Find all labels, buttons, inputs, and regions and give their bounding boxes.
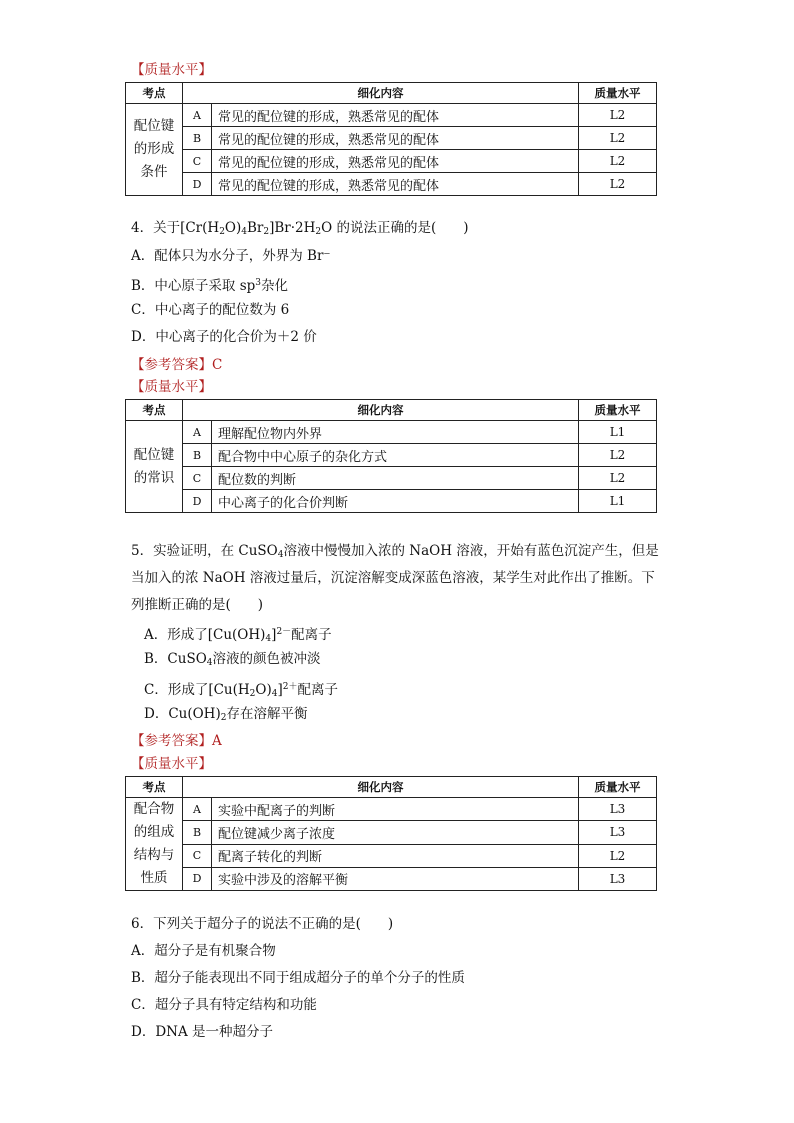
row-letter: C: [183, 467, 212, 490]
row-level: L3: [579, 867, 657, 890]
header-kp: 考点: [126, 400, 183, 421]
row-content: 配位键减少离子浓度: [212, 821, 579, 844]
header-detail: 细化内容: [183, 400, 579, 421]
header-detail: 细化内容: [183, 83, 579, 104]
header-kp: 考点: [126, 83, 183, 104]
table-row: [126, 104, 657, 127]
row-level: L1: [579, 421, 657, 444]
table-header-row: [126, 777, 657, 798]
question-4-option-d: D．中心离子的化合价为＋2 价: [131, 329, 317, 345]
kp-cell: 配合物 的组成 结构与 性质: [126, 798, 183, 891]
row-content: 常见的配位键的形成，熟悉常见的配体: [212, 104, 579, 127]
table-row: [126, 444, 657, 467]
row-letter: A: [183, 104, 212, 127]
row-content: 配位数的判断: [212, 467, 579, 490]
question-5-stem-line-1: 5．实验证明，在 CuSO$_4$溶液中慢慢加入浓的 NaOH 溶液，开始有蓝色沉淀产生，但是: [131, 543, 659, 560]
kp-cell: 配位键 的形成 条件: [126, 104, 183, 196]
row-letter: B: [183, 127, 212, 150]
row-letter: D: [183, 867, 212, 890]
quality-table-3: [125, 776, 657, 891]
question-4-option-a: A．配体只为水分子，外界为 Br⁻: [131, 248, 331, 264]
row-level: L2: [579, 844, 657, 867]
quality-level-tag-1: 【质量水平】: [131, 62, 212, 78]
row-letter: D: [183, 173, 212, 196]
question-4-option-b: B．中心原子采取 $sp^3$杂化: [131, 278, 289, 294]
row-level: L2: [579, 444, 657, 467]
row-content: 实验中涉及的溶解平衡: [212, 867, 579, 890]
row-content: 常见的配位键的形成，熟悉常见的配体: [212, 173, 579, 196]
question-5-option-d: D．$Cu(OH)_2$存在溶解平衡: [144, 706, 308, 723]
question-5-option-b: B．CuSO$_4$溶液的颜色被冲淡: [144, 651, 321, 668]
row-content: 配合物中中心原子的杂化方式: [212, 444, 579, 467]
row-letter: C: [183, 150, 212, 173]
question-5-option-a: A．形成了$[Cu(OH)_4]^{2-}$配离子: [144, 627, 332, 644]
row-level: L3: [579, 821, 657, 844]
header-level: 质量水平: [579, 777, 657, 798]
question-6-stem: 6．下列关于超分子的说法不正确的是( ): [131, 916, 394, 932]
question-5-stem-line-3: 列推断正确的是( ): [131, 597, 264, 613]
header-kp: 考点: [126, 777, 183, 798]
kp-cell: 配位键 的常识: [126, 421, 183, 513]
row-content: 理解配位物内外界: [212, 421, 579, 444]
row-letter: D: [183, 490, 212, 513]
table-row: [126, 127, 657, 150]
row-content: 配离子转化的判断: [212, 844, 579, 867]
row-letter: C: [183, 844, 212, 867]
table-row: [126, 821, 657, 844]
row-content: 实验中配离子的判断: [212, 798, 579, 821]
question-6-option-a: A．超分子是有机聚合物: [131, 943, 276, 959]
table-row: [126, 421, 657, 444]
question-5-stem-line-2: 当加入的浓 NaOH 溶液过量后，沉淀溶解变成深蓝色溶液，某学生对此作出了推断。下: [131, 570, 655, 586]
header-level: 质量水平: [579, 83, 657, 104]
table-header-row: [126, 400, 657, 421]
question-6-option-d: D．DNA 是一种超分子: [131, 1024, 274, 1040]
header-detail: 细化内容: [183, 777, 579, 798]
question-4-option-c: C．中心离子的配位数为 6: [131, 302, 290, 318]
question-6-option-c: C．超分子具有特定结构和功能: [131, 997, 317, 1013]
table-header-row: [126, 83, 657, 104]
row-level: L3: [579, 798, 657, 821]
row-content: 常见的配位键的形成，熟悉常见的配体: [212, 150, 579, 173]
row-level: L2: [579, 104, 657, 127]
row-level: L1: [579, 490, 657, 513]
question-6-option-b: B．超分子能表现出不同于组成超分子的单个分子的性质: [131, 970, 465, 986]
row-level: L2: [579, 173, 657, 196]
question-5-option-c: C．形成了$[Cu(H_2O)_4]^{2+}$配离子: [144, 682, 338, 699]
quality-level-tag-2: 【质量水平】: [131, 379, 212, 395]
quality-table-2: [125, 399, 657, 513]
row-level: L2: [579, 127, 657, 150]
row-letter: A: [183, 798, 212, 821]
row-letter: B: [183, 444, 212, 467]
table-row: [126, 798, 657, 821]
row-letter: B: [183, 821, 212, 844]
row-content: 常见的配位键的形成，熟悉常见的配体: [212, 127, 579, 150]
row-level: L2: [579, 150, 657, 173]
quality-level-tag-3: 【质量水平】: [131, 756, 212, 772]
table-row: [126, 150, 657, 173]
row-letter: A: [183, 421, 212, 444]
header-level: 质量水平: [579, 400, 657, 421]
answer-tag-5: 【参考答案】A: [131, 733, 222, 749]
table-row: [126, 844, 657, 867]
table-row: [126, 867, 657, 890]
table-row: [126, 173, 657, 196]
row-level: L2: [579, 467, 657, 490]
answer-tag-4: 【参考答案】C: [131, 357, 223, 373]
question-4-stem: 4．关于$[Cr(H_2O)_4Br_2]Br\cdot 2H_2O$ 的说法正确的是( ): [131, 220, 469, 237]
table-row: [126, 490, 657, 513]
table-row: [126, 467, 657, 490]
quality-table-1: [125, 82, 657, 196]
row-content: 中心离子的化合价判断: [212, 490, 579, 513]
